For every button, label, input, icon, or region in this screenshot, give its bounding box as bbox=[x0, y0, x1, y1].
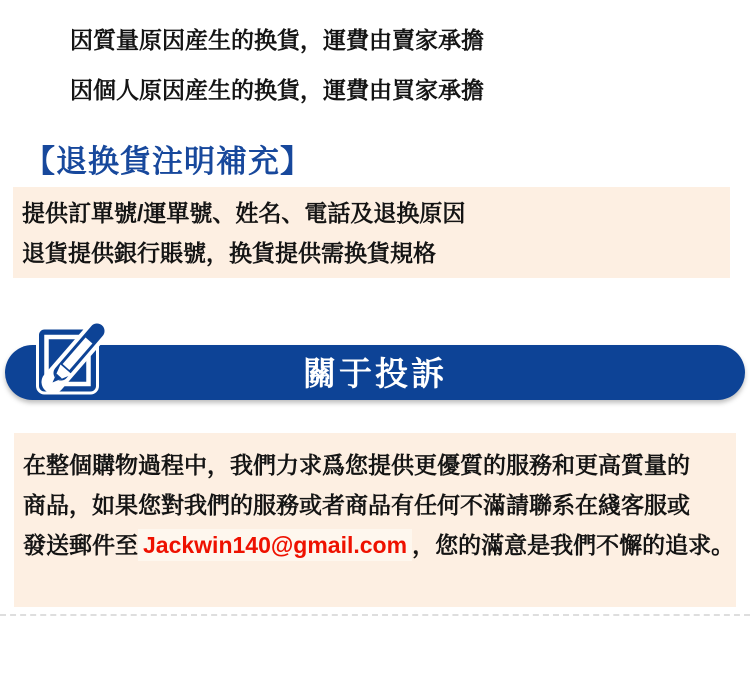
complaint-line-3-prefix: 發送郵件至 bbox=[23, 532, 138, 558]
pencil-edit-icon bbox=[33, 312, 115, 398]
exchange-policy-quality-line: 因質量原因産生的换貨，運費由賣家承擔 bbox=[70, 27, 484, 53]
complaint-line-2: 商品，如果您對我們的服務或者商品有任何不滿請聯系在綫客服或 bbox=[23, 492, 690, 518]
complaint-text-box bbox=[14, 433, 736, 607]
complaint-line-3 bbox=[14, 525, 736, 565]
complaint-banner bbox=[5, 345, 745, 400]
exchange-policy-personal-line: 因個人原因産生的换貨，運費由買家承擔 bbox=[70, 77, 484, 103]
return-note-heading: 【退换貨注明補充】 bbox=[24, 144, 312, 179]
complaint-banner-title: 關于投訴 bbox=[303, 355, 447, 392]
complaint-line-1: 在整個購物過程中，我們力求爲您提供更優質的服務和更高質量的 bbox=[23, 452, 690, 478]
contact-email-link[interactable]: Jackwin140@gmail.com bbox=[138, 529, 412, 561]
dashed-divider bbox=[0, 614, 750, 616]
return-note-box bbox=[13, 187, 730, 278]
return-note-line-order: 提供訂單號/運單號、姓名、電話及退换原因 bbox=[22, 200, 466, 226]
return-note-line-bank: 退貨提供銀行賬號，换貨提供需换貨規格 bbox=[22, 240, 436, 266]
complaint-line-3-suffix: ，您的滿意是我們不懈的追求。 bbox=[412, 532, 735, 558]
